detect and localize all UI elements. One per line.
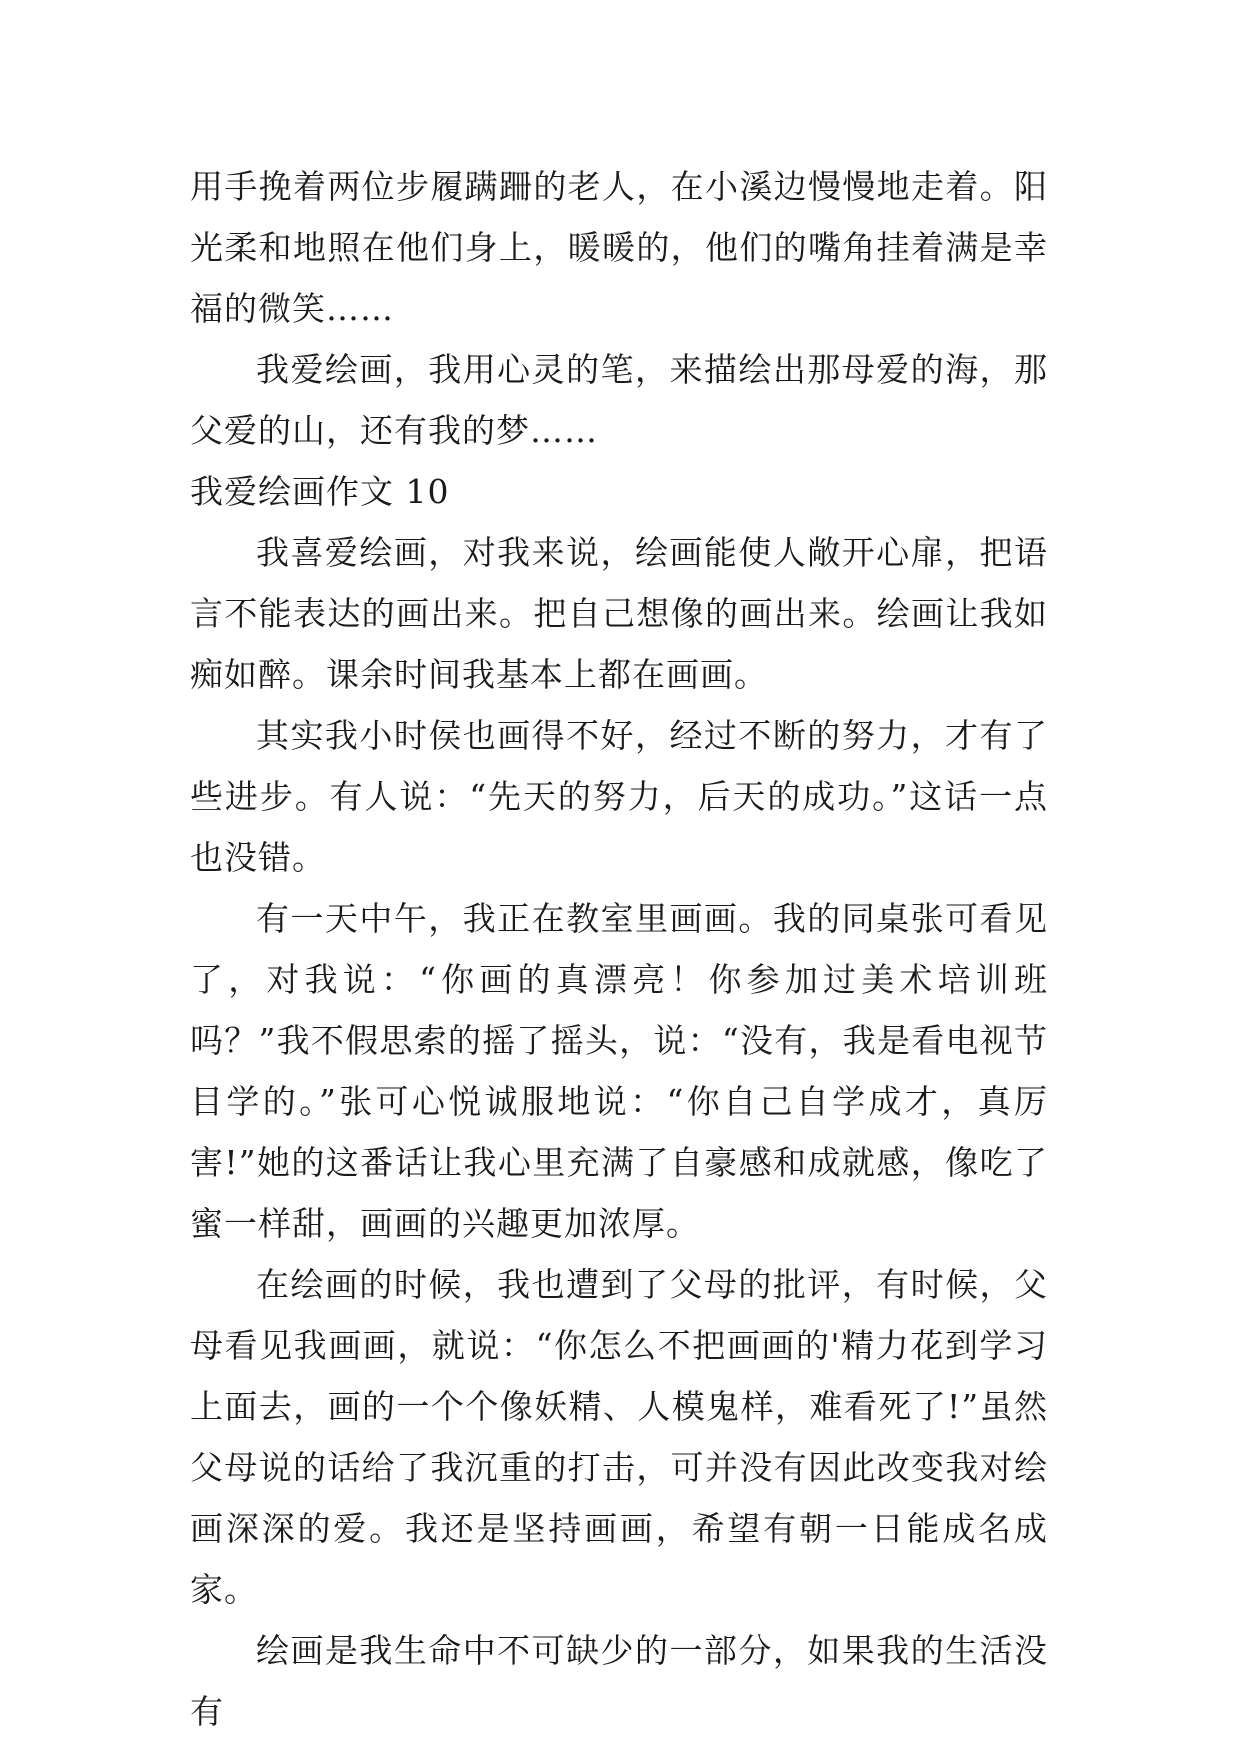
paragraph: 在绘画的时候，我也遭到了父母的批评，有时候，父母看见我画画，就说：“你怎么不把画画的'精力花到学习上面去，画的一个个像妖精、人模鬼样，难看死了!”虽然父母说的话给了我沉重的打击，可并没有因此改变我对绘画深深的爱。我还是坚持画画，希望有朝一日能成名成家。 (190, 1265, 1048, 1609)
paragraph: 我喜爱绘画，对我来说，绘画能使人敞开心扉，把语言不能表达的画出来。把自己想像的画出来。绘画让我如痴如醉。课余时间我基本上都在画画。 (190, 533, 1048, 694)
paragraph-continued: 用手挽着两位步履蹒跚的老人，在小溪边慢慢地走着。阳光柔和地照在他们身上，暖暖的，他们的嘴角挂着满是幸福的微笑…… (190, 167, 1048, 328)
document-body (190, 156, 1048, 1742)
paragraph: 绘画是我生命中不可缺少的一部分，如果我的生活没有 (190, 1631, 1048, 1731)
essay-heading: 我爱绘画作文 10 (190, 472, 450, 511)
paragraph: 我爱绘画，我用心灵的笔，来描绘出那母爱的海，那父爱的山，还有我的梦…… (190, 350, 1048, 450)
paragraph: 其实我小时侯也画得不好，经过不断的努力，才有了些进步。有人说：“先天的努力，后天的成功。”这话一点也没错。 (190, 716, 1048, 877)
paragraph: 有一天中午，我正在教室里画画。我的同桌张可看见了，对我说：“你画的真漂亮！你参加过美术培训班吗？”我不假思索的摇了摇头，说：“没有，我是看电视节目学的。”张可心悦诚服地说：“你自己自学成才，真厉害!”她的这番话让我心里充满了自豪感和成就感，像吃了蜜一样甜，画画的兴趣更加浓厚。 (190, 899, 1048, 1243)
